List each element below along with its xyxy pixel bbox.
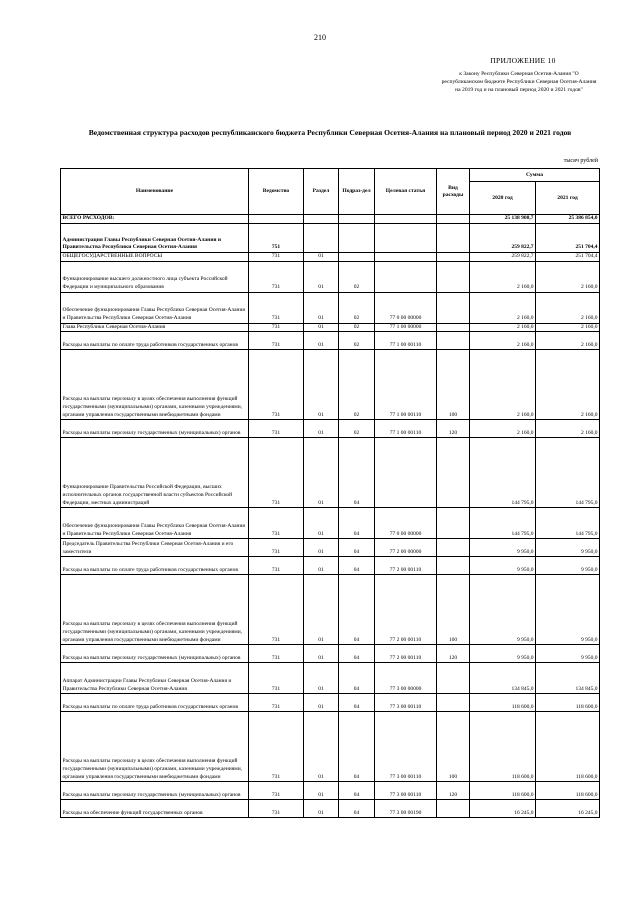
cell-y2020: 259 822,7: [470, 224, 536, 253]
cell-y2021: 2 160,0: [536, 420, 600, 438]
cell-y2021: 2 160,0: [536, 350, 600, 420]
cell-dept: 731: [249, 645, 304, 663]
cell-kind: [437, 694, 470, 712]
cell-y2020: 118 600,0: [470, 712, 536, 782]
cell-sec: 01: [304, 645, 339, 663]
cell-y2021: 118 600,0: [536, 782, 600, 800]
cell-y2020: 2 160,0: [470, 261, 536, 292]
cell-target: 77 3 00 00110: [375, 712, 437, 782]
cell-y2020: 144 795,0: [470, 508, 536, 539]
cell-kind: [437, 800, 470, 818]
cell-y2021: 251 704,4: [536, 224, 600, 253]
cell-sub: 04: [339, 557, 375, 575]
table-row: [61, 215, 600, 224]
appendix-note: к Закону Республики Северная Осетия-Алания "О республиканском бюджете Республики Северная Осетия-Алания на 2019 год и на плановый период 2020 и 2021 годов": [441, 71, 597, 94]
cell-kind: [437, 323, 470, 332]
header-kind: Вид расходы: [437, 169, 470, 215]
cell-name: Расходы на выплаты персоналу в целях обеспечения выполнения функций государственными (муниципальными) органами, казенными учреждениями, органами управления государственными внебюджетными фондами: [61, 712, 249, 782]
cell-sub: 02: [339, 323, 375, 332]
cell-dept: 731: [249, 557, 304, 575]
appendix-label: ПРИЛОЖЕНИЕ 10: [490, 56, 556, 65]
cell-target: [375, 215, 437, 224]
cell-y2021: 9 950,0: [536, 575, 600, 645]
cell-y2020: 134 845,0: [470, 663, 536, 694]
cell-sec: 01: [304, 350, 339, 420]
cell-sec: 01: [304, 438, 339, 508]
cell-sec: 01: [304, 420, 339, 438]
cell-kind: 120: [437, 645, 470, 663]
cell-y2021: 16 245,0: [536, 800, 600, 818]
cell-name: Расходы на выплаты персоналу в целях обеспечения выполнения функций государственными (муниципальными) органами, казенными учреждениями, органами управления государственными внебюджетными фондами: [61, 350, 249, 420]
cell-name: Расходы на выплаты по оплате труда работников государственных органов: [61, 557, 249, 575]
cell-sec: [304, 224, 339, 253]
cell-sub: [339, 224, 375, 253]
header-sum: Сумма: [470, 169, 600, 182]
cell-y2021: 118 600,0: [536, 694, 600, 712]
cell-sec: 01: [304, 539, 339, 557]
table-row: [61, 420, 600, 438]
cell-name: Расходы на выплаты персоналу государственных (муниципальных) органов: [61, 645, 249, 663]
cell-dept: 751: [249, 224, 304, 253]
cell-target: 77 1 00 00000: [375, 323, 437, 332]
table-row: [61, 663, 600, 694]
cell-name: Расходы на выплаты персоналу государственных (муниципальных) органов: [61, 420, 249, 438]
table-row: [61, 557, 600, 575]
cell-dept: 731: [249, 782, 304, 800]
table-row: [61, 782, 600, 800]
cell-name: Глава Республики Северная Осетия-Алания: [61, 323, 249, 332]
cell-kind: 120: [437, 782, 470, 800]
cell-kind: [437, 261, 470, 292]
cell-y2020: 259 822,7: [470, 253, 536, 262]
cell-dept: 731: [249, 438, 304, 508]
cell-sub: 02: [339, 332, 375, 350]
cell-y2020: 118 600,0: [470, 694, 536, 712]
cell-target: 77 2 00 00110: [375, 645, 437, 663]
cell-y2021: 9 950,0: [536, 557, 600, 575]
cell-kind: [437, 508, 470, 539]
cell-name: Функционирование высшего должностного лица субъекта Российской Федерации и муниципального образования: [61, 261, 249, 292]
cell-sec: 01: [304, 323, 339, 332]
cell-dept: 731: [249, 420, 304, 438]
cell-name: Расходы на обеспечение функций государственных органов: [61, 800, 249, 818]
cell-y2020: 118 600,0: [470, 782, 536, 800]
cell-sub: 04: [339, 694, 375, 712]
table-row: [61, 323, 600, 332]
cell-sub: [339, 253, 375, 262]
cell-y2021: 251 704,4: [536, 253, 600, 262]
cell-kind: [437, 438, 470, 508]
cell-sec: 01: [304, 663, 339, 694]
cell-sec: 01: [304, 508, 339, 539]
table-row: [61, 350, 600, 420]
cell-target: 77 2 00 00110: [375, 557, 437, 575]
cell-y2021: 25 386 854,0: [536, 215, 600, 224]
cell-sec: 01: [304, 557, 339, 575]
cell-dept: 731: [249, 323, 304, 332]
document-title: Ведомственная структура расходов республиканского бюджета Республики Северная Осетия-Алания на плановый период 2020 и 2021 годов: [88, 128, 572, 137]
table-row: [61, 438, 600, 508]
cell-dept: 731: [249, 292, 304, 323]
cell-sub: 04: [339, 782, 375, 800]
cell-y2020: 9 950,0: [470, 645, 536, 663]
cell-sub: 04: [339, 438, 375, 508]
table-row: [61, 800, 600, 818]
cell-target: 77 0 00 00000: [375, 508, 437, 539]
cell-y2021: 9 950,0: [536, 539, 600, 557]
cell-target: 77 3 00 00110: [375, 694, 437, 712]
cell-sec: 01: [304, 575, 339, 645]
header-section: Раздел: [304, 169, 339, 215]
cell-y2020: 9 950,0: [470, 557, 536, 575]
cell-name: Администрация Главы Республики Северная Осетия-Алания и Правительства Республики Северная Осетия-Алания: [61, 224, 249, 253]
cell-dept: 731: [249, 539, 304, 557]
cell-target: [375, 253, 437, 262]
cell-sub: [339, 215, 375, 224]
cell-target: 77 2 00 00110: [375, 575, 437, 645]
cell-dept: 731: [249, 800, 304, 818]
cell-y2020: 2 160,0: [470, 420, 536, 438]
cell-y2021: 2 160,0: [536, 292, 600, 323]
cell-target: 77 1 00 00110: [375, 332, 437, 350]
cell-name: Обеспечение функционирования Главы Республики Северная Осетия-Алания и Правительства Республики Северная Осетия-Алания: [61, 508, 249, 539]
cell-name: Председатель Правительства Республики Северная Осетия-Алания и его заместители: [61, 539, 249, 557]
cell-dept: 731: [249, 508, 304, 539]
table-row: [61, 575, 600, 645]
cell-sub: 04: [339, 575, 375, 645]
cell-kind: 100: [437, 712, 470, 782]
table-row: [61, 224, 600, 253]
cell-y2020: 2 160,0: [470, 350, 536, 420]
cell-dept: 731: [249, 253, 304, 262]
cell-dept: 731: [249, 350, 304, 420]
cell-name: Расходы на выплаты персоналу в целях обеспечения выполнения функций государственными (муниципальными) органами, казенными учреждениями, органами управления государственными внебюджетными фондами: [61, 575, 249, 645]
cell-name: ВСЕГО РАСХОДОВ:: [61, 215, 249, 224]
cell-y2021: 2 160,0: [536, 323, 600, 332]
cell-target: 77 2 00 00000: [375, 539, 437, 557]
table-row: [61, 694, 600, 712]
cell-name: Обеспечение функционирования Главы Республики Северная Осетия-Алания и Правительства Республики Северная Осетия-Алания: [61, 292, 249, 323]
cell-sec: 01: [304, 332, 339, 350]
cell-kind: 100: [437, 575, 470, 645]
cell-target: 77 0 00 00000: [375, 292, 437, 323]
cell-y2021: 2 160,0: [536, 332, 600, 350]
header-subsection: Подраз-дел: [339, 169, 375, 215]
cell-target: [375, 438, 437, 508]
cell-name: ОБЩЕГОСУДАРСТВЕННЫЕ ВОПРОСЫ: [61, 253, 249, 262]
table-row: [61, 261, 600, 292]
cell-dept: 731: [249, 575, 304, 645]
table-row: [61, 292, 600, 323]
cell-name: Функционирование Правительства Российской Федерации, высших исполнительных органов государственной власти субъектов Российской Федерации, местных администраций: [61, 438, 249, 508]
cell-target: [375, 261, 437, 292]
cell-sec: 01: [304, 800, 339, 818]
header-name: Наименование: [61, 169, 249, 215]
page-number: 210: [314, 33, 326, 42]
cell-y2020: 2 160,0: [470, 332, 536, 350]
table-row: [61, 332, 600, 350]
header-2020: 2020 год: [470, 182, 536, 215]
cell-sec: 01: [304, 292, 339, 323]
cell-sub: 02: [339, 350, 375, 420]
cell-name: Аппарат Администрации Главы Республики Северная Осетия-Алания и Правительства Республики Северная Осетия-Алания: [61, 663, 249, 694]
cell-name: Расходы на выплаты по оплате труда работников государственных органов: [61, 694, 249, 712]
cell-y2021: 9 950,0: [536, 645, 600, 663]
cell-name: Расходы на выплаты по оплате труда работников государственных органов: [61, 332, 249, 350]
cell-y2020: 16 245,0: [470, 800, 536, 818]
cell-sub: 04: [339, 712, 375, 782]
table-row: [61, 508, 600, 539]
cell-dept: [249, 215, 304, 224]
cell-y2020: 25 138 908,7: [470, 215, 536, 224]
table-row: [61, 253, 600, 262]
cell-kind: [437, 332, 470, 350]
cell-target: 77 1 00 00110: [375, 350, 437, 420]
cell-sec: 01: [304, 782, 339, 800]
cell-sub: 04: [339, 663, 375, 694]
cell-target: 77 3 00 00110: [375, 782, 437, 800]
cell-sec: 01: [304, 712, 339, 782]
cell-y2021: 118 600,0: [536, 712, 600, 782]
cell-sub: 04: [339, 539, 375, 557]
cell-y2020: 9 950,0: [470, 575, 536, 645]
cell-kind: [437, 253, 470, 262]
cell-y2020: 2 160,0: [470, 323, 536, 332]
header-dept: Ведомство: [249, 169, 304, 215]
cell-sec: 01: [304, 261, 339, 292]
cell-y2020: 2 160,0: [470, 292, 536, 323]
cell-y2021: 144 795,0: [536, 438, 600, 508]
cell-dept: 731: [249, 261, 304, 292]
cell-sub: 04: [339, 645, 375, 663]
header-target: Целевая статья: [375, 169, 437, 215]
cell-kind: 120: [437, 420, 470, 438]
cell-y2021: 144 795,0: [536, 508, 600, 539]
cell-sub: 02: [339, 292, 375, 323]
table-row: [61, 539, 600, 557]
cell-target: 77 3 00 00000: [375, 663, 437, 694]
cell-y2021: 2 160,0: [536, 261, 600, 292]
table-body: [61, 215, 600, 818]
cell-y2020: 9 950,0: [470, 539, 536, 557]
cell-kind: [437, 557, 470, 575]
cell-kind: [437, 292, 470, 323]
cell-sub: 04: [339, 508, 375, 539]
cell-sec: [304, 215, 339, 224]
table-row: [61, 712, 600, 782]
cell-dept: 731: [249, 332, 304, 350]
cell-kind: [437, 224, 470, 253]
cell-target: 77 1 00 00110: [375, 420, 437, 438]
cell-y2021: 134 845,0: [536, 663, 600, 694]
cell-sec: 01: [304, 253, 339, 262]
units-label: тысяч рублей: [563, 158, 598, 164]
cell-kind: [437, 539, 470, 557]
cell-name: Расходы на выплаты персоналу государственных (муниципальных) органов: [61, 782, 249, 800]
cell-target: 77 3 00 00190: [375, 800, 437, 818]
cell-sub: 02: [339, 420, 375, 438]
header-2021: 2021 год: [536, 182, 600, 215]
cell-sec: 01: [304, 694, 339, 712]
cell-kind: 100: [437, 350, 470, 420]
table-row: [61, 645, 600, 663]
expenditure-table: [60, 168, 600, 818]
cell-sub: 04: [339, 800, 375, 818]
cell-dept: 731: [249, 663, 304, 694]
cell-kind: [437, 663, 470, 694]
cell-target: [375, 224, 437, 253]
cell-kind: [437, 215, 470, 224]
cell-sub: 02: [339, 261, 375, 292]
cell-dept: 731: [249, 694, 304, 712]
cell-dept: 731: [249, 712, 304, 782]
cell-y2020: 144 795,0: [470, 438, 536, 508]
